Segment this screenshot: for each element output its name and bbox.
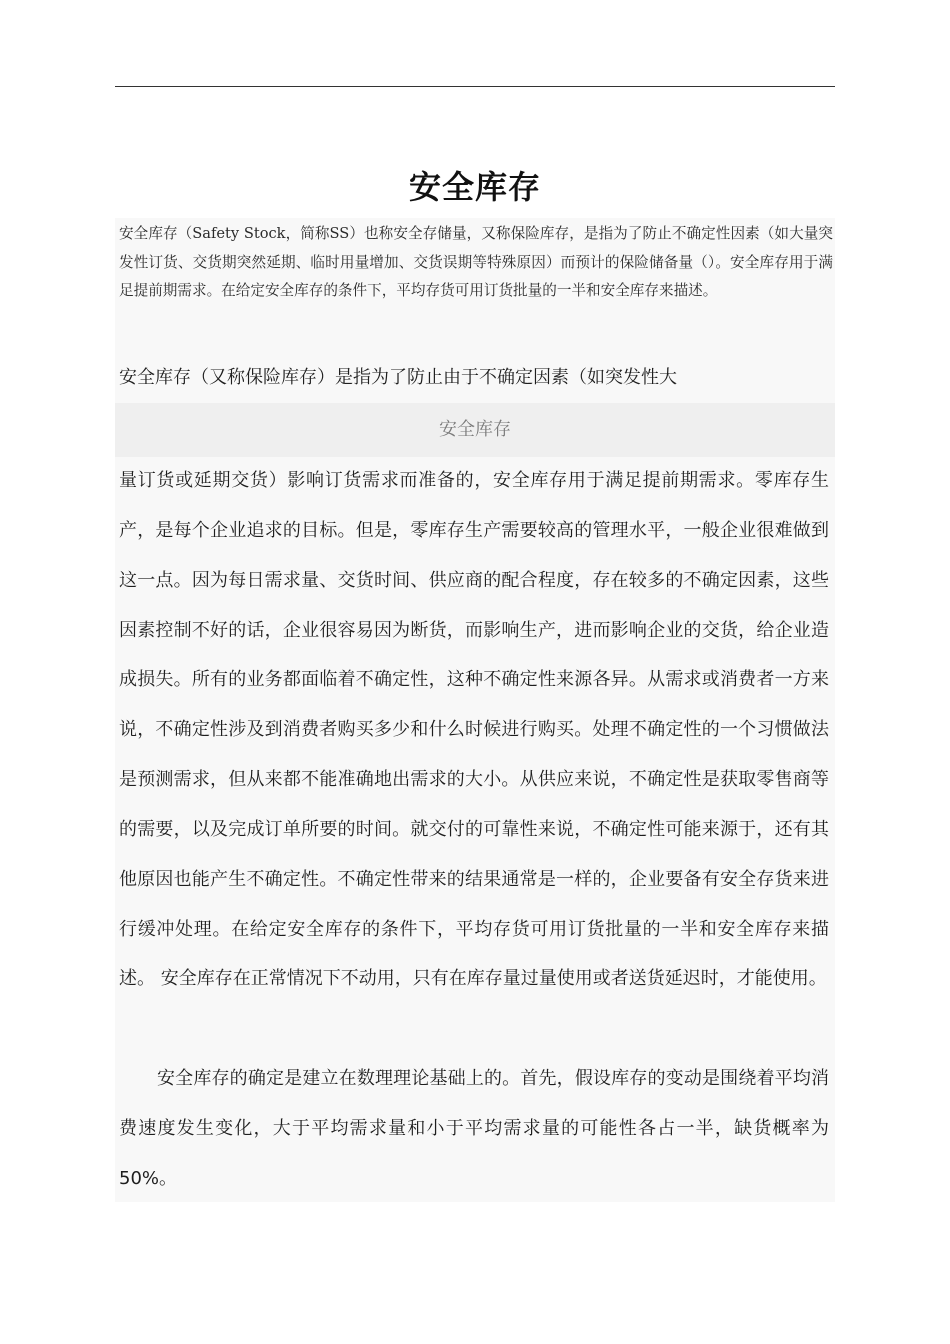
figure-caption-band [115,403,835,457]
header-rule [115,86,835,87]
intro-paragraph: 安全库存（Safety Stock，简称SS）也称安全存储量，又称保险库存，是指为了防止不确定性因素（如大量突发性订货、交货期突然延期、临时用量增加、交货误期等特殊原因）而预计的保险储备量（）。安全库存用于满足提前期需求。在给定安全库存的条件下，平均存货可用订货批量的一半和安全库存来描述。 [119,225,833,299]
body-paragraph-1: 量订货或延期交货）影响订货需求而准备的，安全库存用于满足提前期需求。零库存生产，是每个企业追求的目标。但是，零库存生产需要较高的管理水平，一般企业很难做到这一点。因为每日需求量、交货时间、供应商的配合程度，存在较多的不确定因素，这些因素控制不好的话，企业很容易因为断货，而影响生产，进而影响企业的交货，给企业造成损失。所有的业务都面临着不确定性，这种不确定性来源各异。从需求或消费者一方来说，不确定性涉及到消费者购买多少和什么时候进行购买。处理不确定性的一个习惯做法是预测需求，但从来都不能准确地出需求的大小。从供应来说，不确定性是获取零售商等的需要，以及完成订单所要的时间。就交付的可靠性来说，不确定性可能来源于，还有其他原因也能产生不确定性。不确定性带来的结果通常是一样的，企业要备有安全存货来进行缓冲处理。在给定安全库存的条件下，平均存货可用订货批量的一半和安全库存来描述。 安全库存在正常情况下不动用，只有在库存量过量使用或者送货延迟时，才能使用。 [119,470,829,990]
lead-line: 安全库存（又称保险库存）是指为了防止由于不确定因素（如突发性大 [119,367,677,388]
document-title: 安全库存 [408,168,541,207]
figure-caption: 安全库存 [439,419,511,440]
body-paragraph-2: 安全库存的确定是建立在数理理论基础上的。首先，假设库存的变动是围绕着平均消费速度发生变化，大于平均需求量和小于平均需求量的可能性各占一半，缺货概率为 50%。 [119,1068,829,1189]
